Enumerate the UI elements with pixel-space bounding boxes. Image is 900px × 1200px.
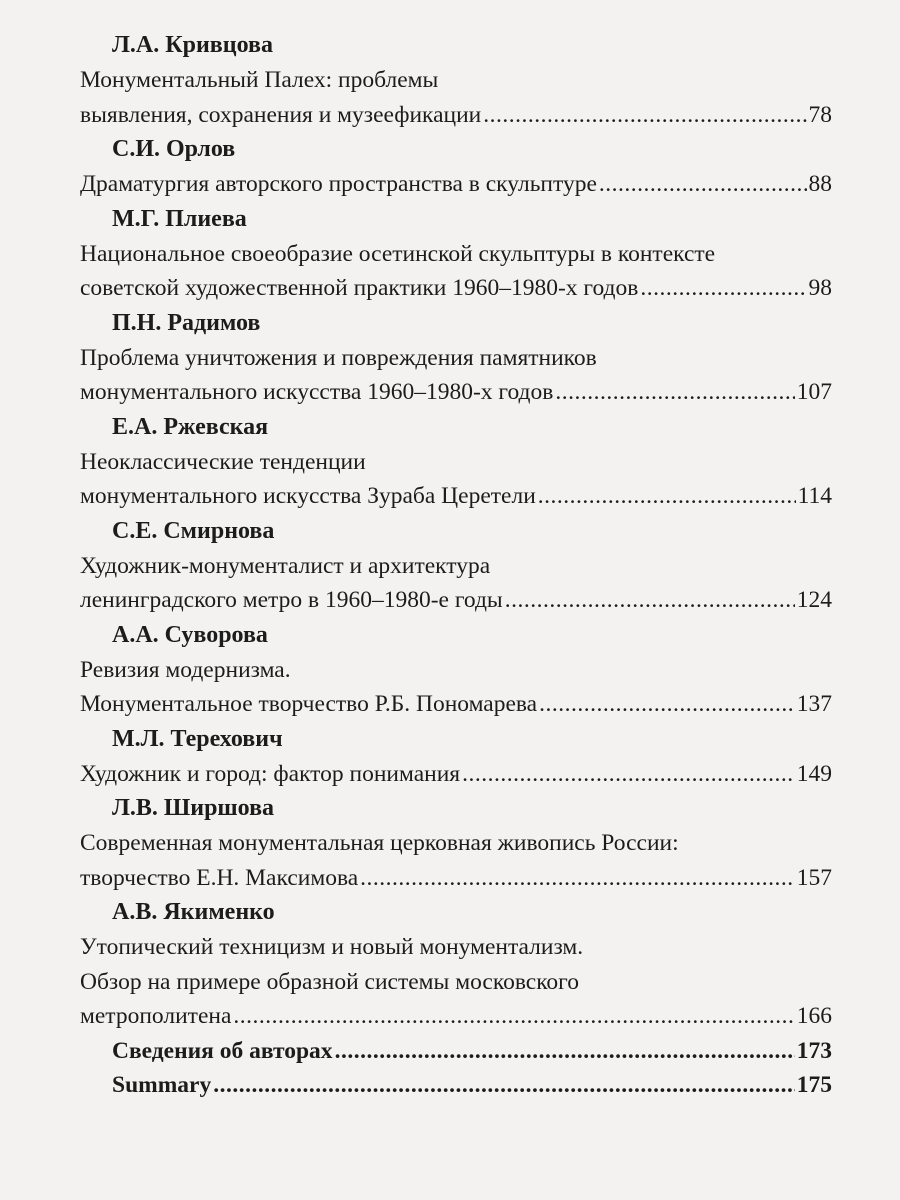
toc-entries	[80, 28, 832, 1034]
entry-last-line	[80, 167, 832, 202]
toc-entry	[80, 791, 832, 895]
entry-last-line	[80, 375, 832, 410]
entry-author: М.Л. Терехович	[112, 725, 283, 752]
toc-page	[80, 28, 832, 1103]
entry-last-line	[80, 271, 832, 306]
dot-leader	[539, 687, 795, 722]
dot-leader	[462, 757, 795, 792]
entry-page-number: 78	[808, 101, 832, 128]
entry-author: А.А. Суворова	[112, 621, 268, 648]
dot-leader	[538, 479, 796, 514]
entry-title-line: Национальное своеобразие осетинской скульптуры в контексте	[80, 240, 716, 267]
entry-title-line: монументального искусства 1960–1980-х годов	[80, 379, 554, 405]
entry-last-line	[80, 757, 832, 792]
dot-leader	[505, 583, 795, 618]
entry-title-line: Монументальное творчество Р.Б. Пономарева	[80, 691, 538, 717]
entry-author: С.И. Орлов	[112, 136, 236, 162]
dot-leader	[233, 999, 794, 1034]
entry-last-line	[80, 687, 832, 722]
entry-title-line: советской художественной практики 1960–1980-х годов	[80, 275, 639, 301]
entry-page-number: 137	[796, 691, 832, 717]
section-page-number: 173	[796, 1037, 832, 1064]
entry-page-number: 98	[808, 275, 832, 301]
entry-last-line	[80, 861, 832, 896]
toc-entry	[80, 202, 832, 306]
entry-last-line	[80, 479, 832, 514]
entry-last-line	[80, 999, 832, 1034]
entry-title-line: Монументальный Палех: проблемы	[80, 67, 439, 93]
dot-leader	[360, 861, 795, 896]
entry-author: М.Г. Плиева	[112, 205, 247, 232]
entry-author: С.Е. Смирнова	[112, 517, 275, 544]
dot-leader	[599, 167, 807, 202]
entry-author: Л.А. Кривцова	[112, 32, 273, 58]
entry-title-line: Художник и город: фактор понимания	[80, 760, 461, 787]
entry-title-line: Ревизия модернизма.	[80, 656, 291, 683]
toc-entry	[80, 514, 832, 618]
entry-title-line: Художник-монументалист и архитектура	[80, 552, 491, 579]
entry-title-line: Неоклассические тенденции	[80, 448, 366, 475]
toc-entry	[80, 306, 832, 410]
entry-page-number: 157	[796, 864, 832, 891]
entry-title-line: метрополитена	[80, 1003, 232, 1029]
toc-sections	[80, 1034, 832, 1103]
dot-leader	[213, 1068, 795, 1103]
entry-title-line: выявления, сохранения и музеефикации	[80, 101, 482, 128]
entry-page-number: 124	[796, 587, 832, 613]
toc-entry	[80, 410, 832, 514]
entry-author: Е.А. Ржевская	[112, 413, 269, 440]
entry-title-line: творчество Е.Н. Максимова	[80, 864, 359, 891]
section-title: Summary	[112, 1072, 212, 1098]
dot-leader	[555, 375, 794, 410]
toc-entry	[80, 618, 832, 722]
entry-page-number: 107	[796, 379, 832, 405]
toc-section	[80, 1068, 832, 1103]
entry-page-number: 114	[797, 483, 832, 509]
entry-title-line: Обзор на примере образной системы московского	[80, 968, 579, 995]
dot-leader	[335, 1034, 795, 1069]
entry-title-line: Утопический техницизм и новый монументализм.	[80, 934, 584, 960]
section-title: Сведения об авторах	[112, 1037, 333, 1064]
section-page-number: 175	[796, 1072, 832, 1098]
entry-author: Л.В. Ширшова	[112, 795, 275, 821]
entry-title-line: Драматургия авторского пространства в скульптуре	[80, 171, 597, 197]
toc-entry	[80, 28, 832, 132]
entry-title-line: Проблема уничтожения и повреждения памятников	[80, 344, 597, 371]
entry-page-number: 88	[808, 171, 832, 197]
toc-entry	[80, 132, 832, 202]
entry-last-line	[80, 583, 832, 618]
toc-section	[80, 1034, 832, 1069]
entry-page-number: 149	[796, 760, 832, 787]
toc-entry	[80, 722, 832, 792]
entry-author: П.Н. Радимов	[112, 309, 261, 336]
entry-title-line: Современная монументальная церковная живопись России:	[80, 830, 679, 856]
entry-title-line: ленинградского метро в 1960–1980-е годы	[80, 587, 503, 613]
entry-title-line: монументального искусства Зураба Церетели	[80, 483, 536, 509]
entry-page-number: 166	[796, 1003, 832, 1029]
toc-entry	[80, 895, 832, 1034]
dot-leader	[640, 271, 806, 306]
entry-last-line	[80, 98, 832, 133]
dot-leader	[483, 98, 806, 133]
entry-author: А.В. Якименко	[112, 899, 275, 925]
